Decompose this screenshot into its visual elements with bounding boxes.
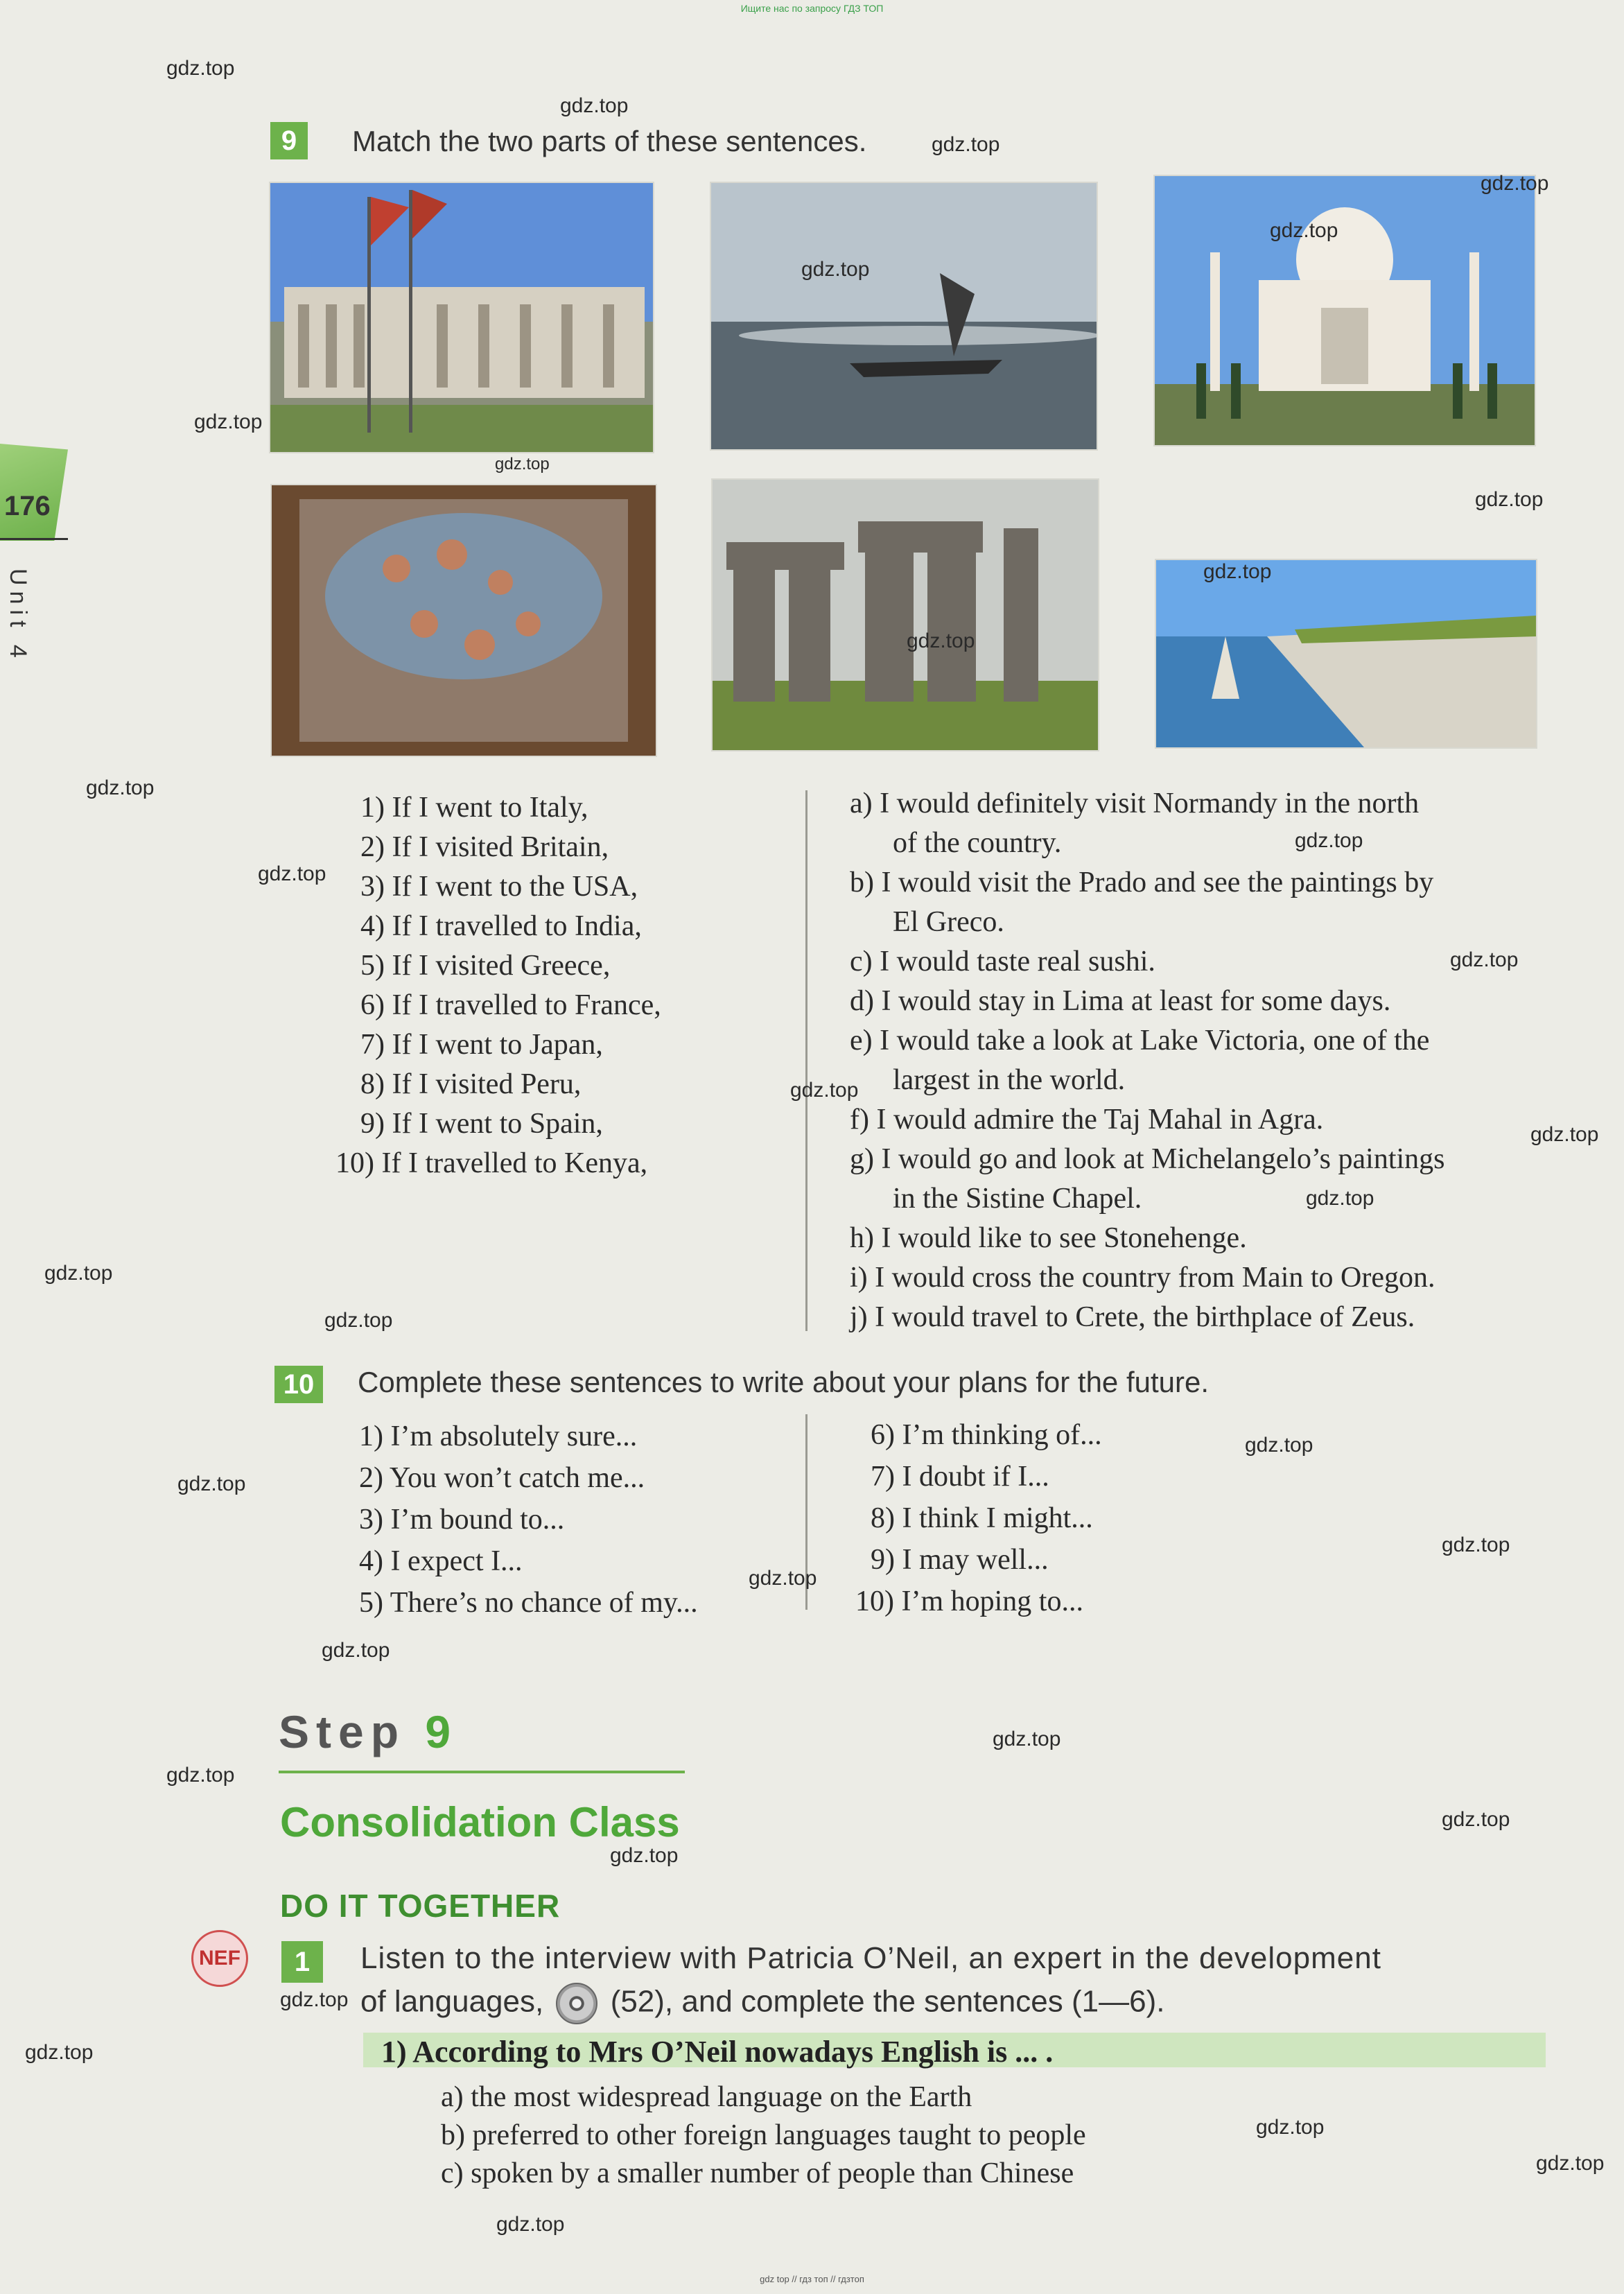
watermark: gdz.top (258, 862, 326, 885)
list-item: b) I would visit the Prado and see the paintings by (850, 867, 1434, 898)
museum-building-photo (269, 182, 654, 453)
watermark: gdz.top (1245, 1434, 1313, 1457)
list-item: c) I would taste real sushi. (850, 946, 1155, 977)
watermark: gdz.top (1530, 1123, 1599, 1146)
exercise-10-title: Complete these sentences to write about your plans for the future. (358, 1366, 1210, 1398)
watermark: gdz.top (177, 1472, 246, 1495)
ex10-right-list (855, 1414, 1102, 1622)
exercise-10-number: 10 (274, 1366, 323, 1403)
list-item: 5) There’s no chance of my... (359, 1587, 698, 1619)
exercise-9-number: 9 (270, 122, 308, 159)
ex9-column-divider (805, 790, 807, 1331)
cd-audio-icon (556, 1983, 597, 2024)
sailing-boat-lake-photo (710, 182, 1098, 451)
question-1-options (441, 2078, 1086, 2193)
list-item: d) I would stay in Lima at least for some days. (850, 985, 1391, 1017)
step-number: 9 (425, 1706, 458, 1757)
question-1: 1) According to Mrs O’Neil nowadays English is ... . (381, 2035, 1054, 2069)
instruction-text: (52), and complete the sentences (1—6). (610, 1984, 1165, 2019)
unit-label: Unit 4 (5, 568, 31, 663)
list-item: 4) I expect I... (359, 1545, 523, 1577)
museum-building-illustration (270, 183, 653, 452)
fresco-illustration (272, 485, 656, 756)
list-item: 6) If I travelled to France, (360, 989, 661, 1021)
consolidation-class-title: Consolidation Class (280, 1799, 680, 1845)
cliffs-coast-photo (1155, 559, 1537, 749)
list-item: b) preferred to other foreign languages taught to people (441, 2119, 1086, 2151)
watermark: gdz.top (932, 133, 1000, 156)
ex9-left-list (335, 788, 661, 1183)
watermark: gdz.top (610, 1844, 679, 1867)
watermark: gdz.top (1442, 1808, 1510, 1831)
stonehenge-photo (711, 478, 1099, 751)
watermark: gdz.top (801, 258, 870, 281)
watermark: gdz.top (1270, 219, 1338, 242)
watermark: gdz.top (1442, 1533, 1510, 1556)
list-item: e) I would take a look at Lake Victoria, one of the (850, 1025, 1430, 1057)
list-item: El Greco. (893, 906, 1004, 938)
watermark: gdz.top (993, 1728, 1061, 1750)
list-item: 7) I doubt if I... (871, 1461, 1049, 1493)
watermark: gdz.top (560, 94, 629, 117)
watermark: gdz.top (194, 410, 263, 433)
sailing-boat-illustration (711, 183, 1097, 449)
watermark: gdz.top (280, 1988, 349, 2011)
watermark: gdz.top (322, 1639, 390, 1662)
exercise-9-title: Match the two parts of these sentences. (352, 125, 867, 157)
list-item: 9) If I went to Spain, (360, 1108, 603, 1140)
footer-note: gdz top // гдз топ // гдзтоп (760, 2274, 864, 2284)
ex10-left-list (359, 1416, 698, 1624)
list-item: 2) You won’t catch me... (359, 1462, 645, 1494)
stonehenge-illustration (713, 480, 1098, 750)
cliffs-illustration (1156, 560, 1536, 747)
list-item: f) I would admire the Taj Mahal in Agra. (850, 1104, 1324, 1136)
list-item: a) the most widespread language on the Earth (441, 2081, 972, 2113)
page-number-underline (0, 538, 68, 540)
instruction-text: of languages, (360, 1984, 544, 2019)
list-item: 7) If I went to Japan, (360, 1029, 603, 1061)
header-note: Ищите нас по запросу ГДЗ ТОП (740, 3, 884, 14)
watermark: gdz.top (790, 1079, 859, 1102)
page-number: 176 (4, 491, 51, 521)
watermark: gdz.top (1536, 2152, 1605, 2175)
watermark: gdz.top (1203, 560, 1272, 583)
ex9-right-list (850, 784, 1445, 1337)
list-item: i) I would cross the country from Main to Oregon. (850, 1262, 1435, 1294)
list-item: of the country. (893, 827, 1062, 859)
list-item: h) I would like to see Stonehenge. (850, 1222, 1247, 1254)
list-item: 4) If I travelled to India, (360, 910, 642, 942)
list-item: 1) I’m absolutely sure... (359, 1420, 638, 1452)
list-item: 8) I think I might... (871, 1502, 1093, 1534)
watermark: gdz.top (1481, 172, 1549, 195)
list-item: 3) I’m bound to... (359, 1504, 565, 1536)
list-item: 10) If I travelled to Kenya, (335, 1147, 648, 1179)
list-item: c) spoken by a smaller number of people than Chinese (441, 2157, 1074, 2189)
list-item: largest in the world. (893, 1064, 1126, 1096)
watermark: gdz.top (25, 2041, 94, 2064)
watermark: gdz.top (1256, 2116, 1325, 2139)
step-underline (279, 1771, 685, 1773)
watermark: gdz.top (495, 455, 550, 473)
watermark: gdz.top (166, 1764, 235, 1787)
list-item: 8) If I visited Peru, (360, 1068, 582, 1100)
list-item: in the Sistine Chapel. (893, 1183, 1142, 1215)
list-item: 2) If I visited Britain, (360, 831, 609, 863)
list-item: 9) I may well... (871, 1544, 1049, 1576)
watermark: gdz.top (749, 1567, 817, 1590)
list-item: j) I would travel to Crete, the birthplace of Zeus. (850, 1301, 1415, 1333)
exercise-1-instruction-line1: Listen to the interview with Patricia O’Neil, an expert in the development (360, 1941, 1381, 1975)
step-label: Step (279, 1706, 406, 1757)
taj-mahal-illustration (1155, 176, 1535, 445)
watermark: gdz.top (1475, 488, 1544, 511)
taj-mahal-photo (1153, 175, 1536, 446)
watermark: gdz.top (1306, 1187, 1374, 1210)
step-heading (279, 1705, 457, 1758)
sistine-chapel-fresco-photo (270, 484, 657, 757)
watermark: gdz.top (44, 1262, 113, 1285)
list-item: 3) If I went to the USA, (360, 871, 638, 903)
watermark: gdz.top (86, 776, 155, 799)
watermark: gdz.top (907, 629, 975, 652)
list-item: 5) If I visited Greece, (360, 950, 611, 982)
exercise-1-number: 1 (281, 1941, 323, 1983)
watermark: gdz.top (1450, 948, 1519, 971)
list-item: 6) I’m thinking of... (871, 1419, 1102, 1451)
list-item: g) I would go and look at Michelangelo’s paintings (850, 1143, 1445, 1175)
list-item: 10) I’m hoping to... (855, 1585, 1083, 1617)
exercise-1-instruction-line2 (360, 1983, 1164, 2024)
watermark: gdz.top (324, 1309, 393, 1332)
watermark: gdz.top (166, 57, 235, 80)
watermark: gdz.top (1295, 829, 1363, 852)
do-it-together-heading: DO IT TOGETHER (280, 1888, 561, 1924)
nef-badge: NEF (191, 1930, 248, 1987)
watermark: gdz.top (496, 2213, 565, 2236)
list-item: 1) If I went to Italy, (360, 792, 588, 824)
list-item: a) I would definitely visit Normandy in the north (850, 788, 1420, 819)
